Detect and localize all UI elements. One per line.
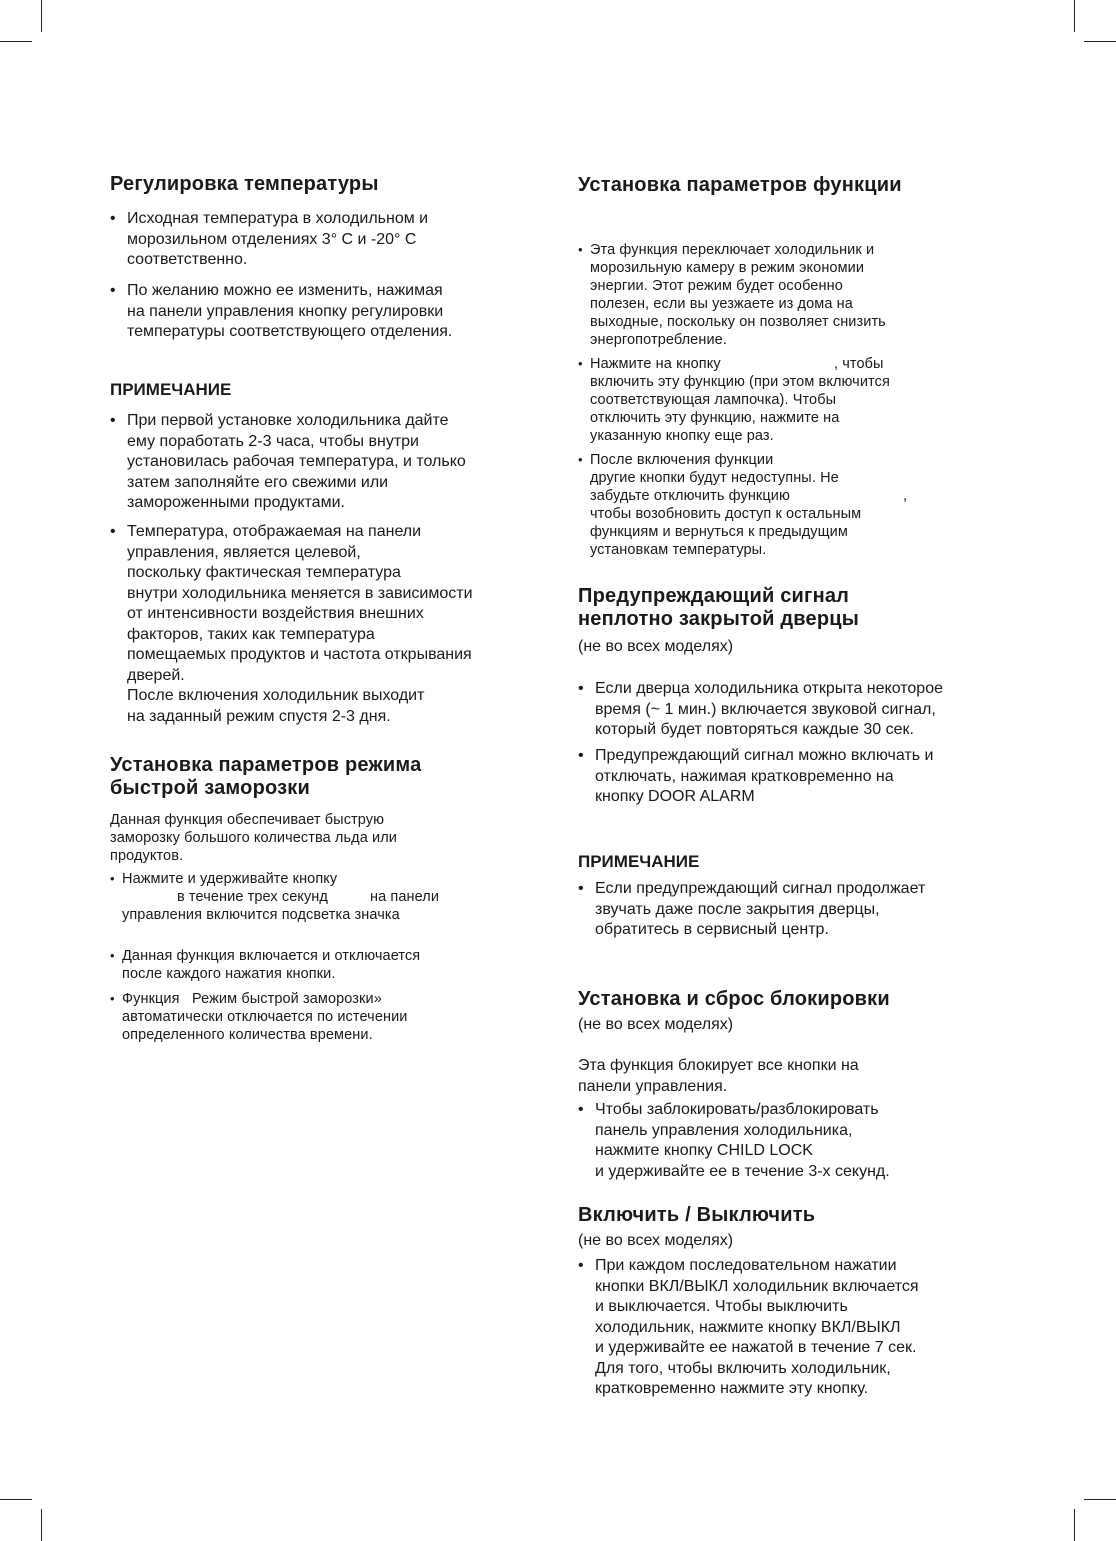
bullet-dot: • <box>110 282 116 299</box>
bullet-dot: • <box>578 452 583 467</box>
text-line: Если предупреждающий сигнал продолжает <box>595 880 926 897</box>
title-line: быстрой заморозки <box>110 777 311 799</box>
note-title-right: ПРИМЕЧАНИЕ <box>578 852 700 871</box>
bullet-dot: • <box>110 871 115 886</box>
text-line: на заданный режим спустя 2-3 дня. <box>127 707 391 725</box>
text-line: выходные, поскольку он позволяет снизить <box>590 314 886 330</box>
text-line: установкам температуры. <box>590 542 767 558</box>
text-line: определенного количества времени. <box>122 1027 373 1043</box>
text-line: продуктов. <box>110 848 184 864</box>
text-line: время (~ 1 мин.) включается звуковой сигнал, <box>595 700 936 718</box>
child-lock-bullet <box>578 1100 890 1182</box>
note-title: ПРИМЕЧАНИЕ <box>110 380 232 399</box>
temp-title: Регулировка температуры <box>110 173 379 195</box>
bullet-dot: • <box>110 948 115 963</box>
text-line: нажмите кнопку CHILD LOCK <box>595 1142 813 1159</box>
text-line: Чтобы заблокировать/разблокировать <box>595 1101 879 1118</box>
text-line: При первой установке холодильника дайте <box>127 412 449 429</box>
text-line: на панели управления кнопку регулировки <box>127 302 444 320</box>
text-line: Эта функция блокирует все кнопки на <box>578 1057 859 1074</box>
crop-mark <box>1074 1509 1075 1541</box>
bullet-dot: • <box>578 356 583 371</box>
text-line: морозильную камеру в режим экономии <box>590 260 865 276</box>
bullet-dot: • <box>578 1101 584 1118</box>
text-line: При каждом последовательном нажатии <box>595 1257 897 1274</box>
door-alarm-bullet-1 <box>578 679 943 741</box>
text-fragment: , чтобы <box>834 356 884 372</box>
fast-freeze-title <box>110 754 421 800</box>
fast-freeze-intro <box>110 811 397 865</box>
text-line: от интенсивности воздействия внешних <box>127 605 424 622</box>
text-line: чтобы возобновить доступ к остальным <box>590 506 862 522</box>
text-line: По желанию можно ее изменить, нажимая <box>127 282 443 299</box>
bullet-dot: • <box>578 242 583 257</box>
text-line <box>590 355 890 373</box>
text-fragment: Нажмите на кнопку <box>590 356 721 372</box>
text-line: обратитесь в сервисный центр. <box>595 921 829 938</box>
crop-mark <box>41 0 42 32</box>
text-line: и удерживайте ее нажатой в течение 7 сек. <box>595 1339 917 1356</box>
text-line: соответствующая лампочка). Чтобы <box>590 392 837 408</box>
crop-mark <box>0 41 32 42</box>
text-line: помещаемых продуктов и частота открывания <box>127 646 472 663</box>
function-bullet-2 <box>578 355 890 445</box>
text-line: кратковременно нажмите эту кнопку. <box>595 1380 869 1397</box>
title-line: Предупреждающий сигнал <box>578 585 850 607</box>
note-bullet-1 <box>110 411 466 514</box>
text-line: температуры соответствующего отделения. <box>127 323 453 340</box>
text-line: указанную кнопку еще раз. <box>590 428 774 444</box>
bullet-dot: • <box>578 880 584 897</box>
fast-freeze-bullet-3 <box>110 990 408 1044</box>
text-line: включить эту функцию (при этом включится <box>590 374 890 390</box>
power-bullet <box>578 1256 919 1400</box>
bullet-dot: • <box>110 412 116 429</box>
text-line: и удерживайте ее в течение 3-х секунд. <box>595 1162 890 1180</box>
door-alarm-bullet-2 <box>578 746 933 808</box>
text-line: затем заполняйте его свежими или <box>127 473 389 491</box>
text-line: ему поработать 2-3 часа, чтобы внутри <box>127 432 419 450</box>
text-line: замороженными продуктами. <box>127 494 345 511</box>
crop-mark <box>1084 41 1116 42</box>
text-line: Для того, чтобы включить холодильник, <box>595 1359 891 1377</box>
text-line: морозильном отделениях 3° С и -20° С <box>127 230 417 248</box>
text-line: энергии. Этот режим будет особенно <box>590 278 843 294</box>
text-line: управления, является целевой, <box>127 543 361 561</box>
text-line: функциям и вернуться к предыдущим <box>590 524 848 540</box>
text-line: и выключается. Чтобы выключить <box>595 1298 848 1315</box>
bullet-dot: • <box>578 680 584 697</box>
bullet-dot: • <box>110 210 116 227</box>
text-line: звучать даже после закрытия дверцы, <box>595 900 880 918</box>
text-line: панель управления холодильника, <box>595 1121 853 1139</box>
text-line: который будет повторяться каждые 30 сек. <box>595 721 914 738</box>
child-lock-title: Установка и сброс блокировки <box>578 988 890 1010</box>
bullet-dot: • <box>110 523 116 540</box>
text-line: после каждого нажатия кнопки. <box>122 966 336 982</box>
text-line: отключать, нажимая кратковременно на <box>595 767 894 785</box>
note-bullet-2 <box>110 522 473 727</box>
text-line: энергопотребление. <box>590 332 727 348</box>
title-line: Установка параметров режима <box>110 754 422 776</box>
text-line: кнопки ВКЛ/ВЫКЛ холодильник включается <box>595 1277 919 1295</box>
text-line: Исходная температура в холодильном и <box>127 210 429 227</box>
fast-freeze-bullet-1 <box>110 870 470 924</box>
text-line: поскольку фактическая температура <box>127 564 401 581</box>
text-line: Если дверца холодильника открыта некоторое <box>595 680 943 697</box>
text-line: другие кнопки будут недоступны. Не <box>590 470 839 486</box>
text-fragment: Режим быстрой заморозки» <box>191 991 382 1007</box>
text-line: Эта функция переключает холодильник и <box>590 242 875 258</box>
note-bullet-right <box>578 879 925 941</box>
text-line <box>590 487 908 505</box>
door-alarm-subtitle: (не во всех моделях) <box>578 638 734 655</box>
text-line: управления включится подсветка значка <box>122 907 400 923</box>
power-subtitle: (не во всех моделях) <box>578 1232 734 1249</box>
temp-bullet-1 <box>110 209 428 271</box>
text-fragment: , <box>903 488 908 504</box>
text-line: После включения холодильник выходит <box>127 687 425 704</box>
crop-mark <box>41 1509 42 1541</box>
bullet-dot: • <box>578 1257 584 1274</box>
text-fragment: Функция <box>122 991 180 1007</box>
text-fragment: на панели <box>370 889 440 905</box>
text-line: заморозку большого количества льда или <box>110 830 397 846</box>
text-line: После включения функции <box>590 452 774 468</box>
bullet-dot: • <box>578 747 584 764</box>
child-lock-subtitle: (не во всех моделях) <box>578 1016 734 1033</box>
text-line: холодильник, нажмите кнопку ВКЛ/ВЫКЛ <box>595 1318 901 1336</box>
power-title: Включить / Выключить <box>578 1204 816 1226</box>
crop-mark <box>1084 1499 1116 1500</box>
text-line: панели управления. <box>578 1077 728 1095</box>
text-line: соответственно. <box>127 251 248 268</box>
text-line: Данная функция обеспечивает быструю <box>110 812 385 828</box>
text-line: факторов, таких как температура <box>127 625 375 643</box>
text-line: Данная функция включается и отключается <box>122 948 421 964</box>
text-line: автоматически отключается по истечении <box>122 1009 408 1025</box>
text-line: кнопку DOOR ALARM <box>595 788 755 805</box>
text-line: полезен, если вы уезжаете из дома на <box>590 296 853 312</box>
text-line <box>122 888 470 906</box>
function-bullet-3 <box>578 451 908 559</box>
text-fragment: забудьте отключить функцию <box>590 488 790 504</box>
crop-mark <box>0 1499 32 1500</box>
text-line: отключить эту функцию, нажмите на <box>590 410 840 426</box>
text-line: Предупреждающий сигнал можно включать и <box>595 747 934 764</box>
function-title: Установка параметров функции <box>578 174 902 196</box>
bullet-dot: • <box>110 991 115 1006</box>
fast-freeze-bullet-2 <box>110 947 420 983</box>
text-line: дверей. <box>127 666 185 684</box>
text-fragment: в течение трех секунд <box>177 889 328 905</box>
text-line <box>122 990 408 1008</box>
door-alarm-title <box>578 585 859 631</box>
function-bullet-1 <box>578 241 886 349</box>
text-line: установилась рабочая температура, и только <box>127 453 466 470</box>
title-line: неплотно закрытой дверцы <box>578 608 860 630</box>
child-lock-intro <box>578 1056 859 1097</box>
text-line: Нажмите и удерживайте кнопку <box>122 871 338 887</box>
text-line: Температура, отображаемая на панели <box>127 523 422 540</box>
temp-bullet-2 <box>110 281 452 343</box>
text-line: внутри холодильника меняется в зависимости <box>127 584 473 602</box>
crop-mark <box>1074 0 1075 32</box>
